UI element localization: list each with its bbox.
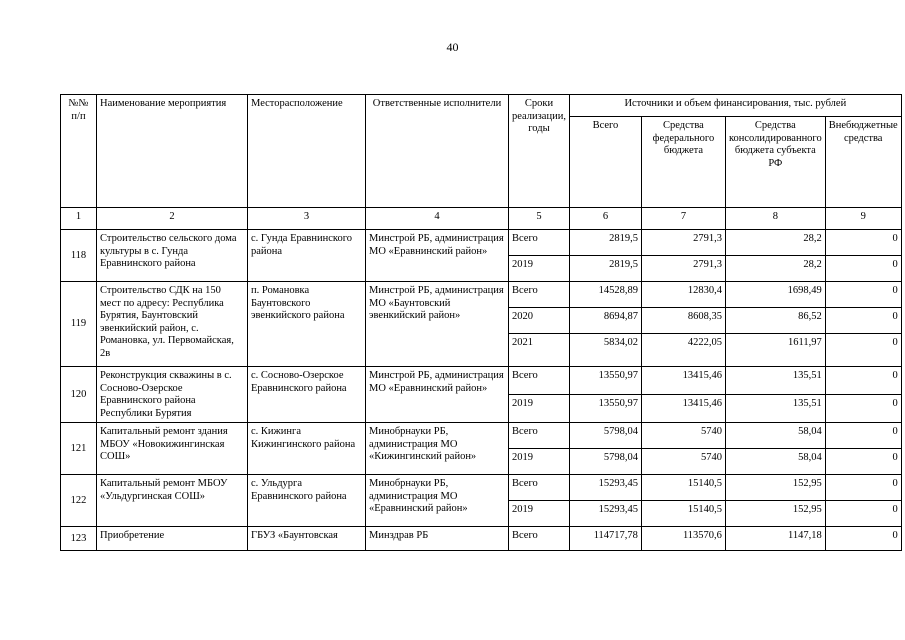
term: 2020 — [509, 308, 570, 334]
event-responsible: Минобрнауки РБ, администрация МО «Еравнинский район» — [366, 475, 509, 527]
funding-table — [60, 94, 902, 551]
extra-value: 0 — [825, 334, 901, 367]
extra-value: 0 — [825, 449, 901, 475]
total-value: 114717,78 — [569, 527, 641, 551]
total-value: 13550,97 — [569, 367, 641, 395]
header-responsible: Ответственные исполнители — [366, 95, 509, 208]
extra-value: 0 — [825, 282, 901, 308]
regional-value: 58,04 — [725, 449, 825, 475]
term: Всего — [509, 230, 570, 256]
table-row — [61, 282, 902, 308]
event-location: с. Гунда Еравнинского района — [248, 230, 366, 282]
column-number: 3 — [248, 208, 366, 230]
term: Всего — [509, 367, 570, 395]
federal-value: 13415,46 — [641, 367, 725, 395]
regional-value: 152,95 — [725, 475, 825, 501]
federal-value: 2791,3 — [641, 256, 725, 282]
table-header — [61, 95, 902, 208]
header-location: Месторасположение — [248, 95, 366, 208]
column-number: 9 — [825, 208, 901, 230]
table-row — [61, 423, 902, 449]
extra-value: 0 — [825, 501, 901, 527]
total-value: 5798,04 — [569, 423, 641, 449]
federal-value: 5740 — [641, 423, 725, 449]
row-number: 121 — [61, 423, 97, 475]
federal-value: 12830,4 — [641, 282, 725, 308]
table-body — [61, 208, 902, 551]
extra-value: 0 — [825, 367, 901, 395]
regional-value: 1698,49 — [725, 282, 825, 308]
event-location: с. Кижинга Кижингинского района — [248, 423, 366, 475]
event-responsible: Минздрав РБ — [366, 527, 509, 551]
column-number-row — [61, 208, 902, 230]
extra-value: 0 — [825, 475, 901, 501]
term: 2019 — [509, 395, 570, 423]
column-number: 7 — [641, 208, 725, 230]
term: 2021 — [509, 334, 570, 367]
table-row — [61, 527, 902, 551]
column-number: 2 — [97, 208, 248, 230]
regional-value: 28,2 — [725, 230, 825, 256]
term: 2019 — [509, 501, 570, 527]
federal-value: 15140,5 — [641, 475, 725, 501]
federal-value: 15140,5 — [641, 501, 725, 527]
event-name: Строительство сельского дома культуры в с. Гунда Еравнинского района — [97, 230, 248, 282]
term: Всего — [509, 423, 570, 449]
term: Всего — [509, 475, 570, 501]
term: 2019 — [509, 256, 570, 282]
column-number: 1 — [61, 208, 97, 230]
extra-value: 0 — [825, 395, 901, 423]
column-number: 6 — [569, 208, 641, 230]
event-name: Реконструкция скважины в с. Сосново-Озерское Еравнинского района Республики Бурятия — [97, 367, 248, 423]
federal-value: 113570,6 — [641, 527, 725, 551]
header-federal: Средства федерального бюджета — [641, 117, 725, 208]
event-name: Капитальный ремонт здания МБОУ «Новокижингинская СОШ» — [97, 423, 248, 475]
table-row — [61, 367, 902, 395]
total-value: 14528,89 — [569, 282, 641, 308]
federal-value: 2791,3 — [641, 230, 725, 256]
total-value: 5834,02 — [569, 334, 641, 367]
page-number: 40 — [446, 40, 459, 54]
event-name: Строительство СДК на 150 мест по адресу: Республика Бурятия, Баунтовский эвенкийский район, с. Романовка, ул. Первомайская, 2в — [97, 282, 248, 367]
row-number: 119 — [61, 282, 97, 367]
event-responsible: Минстрой РБ, администрация МО «Еравнинский район» — [366, 367, 509, 423]
header-regional: Средства консолидированного бюджета субъекта РФ — [725, 117, 825, 208]
regional-value: 28,2 — [725, 256, 825, 282]
total-value: 15293,45 — [569, 475, 641, 501]
total-value: 2819,5 — [569, 230, 641, 256]
federal-value: 13415,46 — [641, 395, 725, 423]
federal-value: 8608,35 — [641, 308, 725, 334]
total-value: 8694,87 — [569, 308, 641, 334]
event-name: Капитальный ремонт МБОУ «Ульдургинская СОШ» — [97, 475, 248, 527]
event-name: Приобретение — [97, 527, 248, 551]
column-number: 4 — [366, 208, 509, 230]
table-row — [61, 230, 902, 256]
regional-value: 86,52 — [725, 308, 825, 334]
term: 2019 — [509, 449, 570, 475]
event-responsible: Минобрнауки РБ, администрация МО «Кижингинский район» — [366, 423, 509, 475]
extra-value: 0 — [825, 423, 901, 449]
event-responsible: Минстрой РБ, администрация МО «Баунтовский эвенкийский район» — [366, 282, 509, 367]
regional-value: 135,51 — [725, 367, 825, 395]
regional-value: 152,95 — [725, 501, 825, 527]
column-number: 5 — [509, 208, 570, 230]
total-value: 2819,5 — [569, 256, 641, 282]
term: Всего — [509, 282, 570, 308]
extra-value: 0 — [825, 308, 901, 334]
event-location: ГБУЗ «Баунтовская — [248, 527, 366, 551]
header-name: Наименование мероприятия — [97, 95, 248, 208]
header-terms: Сроки реализации, годы — [509, 95, 570, 208]
total-value: 5798,04 — [569, 449, 641, 475]
row-number: 118 — [61, 230, 97, 282]
extra-value: 0 — [825, 256, 901, 282]
federal-value: 4222,05 — [641, 334, 725, 367]
total-value: 13550,97 — [569, 395, 641, 423]
row-number: 123 — [61, 527, 97, 551]
regional-value: 58,04 — [725, 423, 825, 449]
table-row — [61, 475, 902, 501]
regional-value: 1611,97 — [725, 334, 825, 367]
event-responsible: Минстрой РБ, администрация МО «Еравнинский район» — [366, 230, 509, 282]
extra-value: 0 — [825, 230, 901, 256]
event-location: с. Сосново-Озерское Еравнинского района — [248, 367, 366, 423]
regional-value: 1147,18 — [725, 527, 825, 551]
total-value: 15293,45 — [569, 501, 641, 527]
extra-value: 0 — [825, 527, 901, 551]
event-location: с. Ульдурга Еравнинского района — [248, 475, 366, 527]
event-location: п. Романовка Баунтовского эвенкийского района — [248, 282, 366, 367]
row-number: 122 — [61, 475, 97, 527]
row-number: 120 — [61, 367, 97, 423]
header-funding: Источники и объем финансирования, тыс. рублей — [569, 95, 901, 117]
column-number: 8 — [725, 208, 825, 230]
header-extra: Внебюджетные средства — [825, 117, 901, 208]
federal-value: 5740 — [641, 449, 725, 475]
header-total: Всего — [569, 117, 641, 208]
term: Всего — [509, 527, 570, 551]
header-num: №№ п/п — [61, 95, 97, 208]
regional-value: 135,51 — [725, 395, 825, 423]
